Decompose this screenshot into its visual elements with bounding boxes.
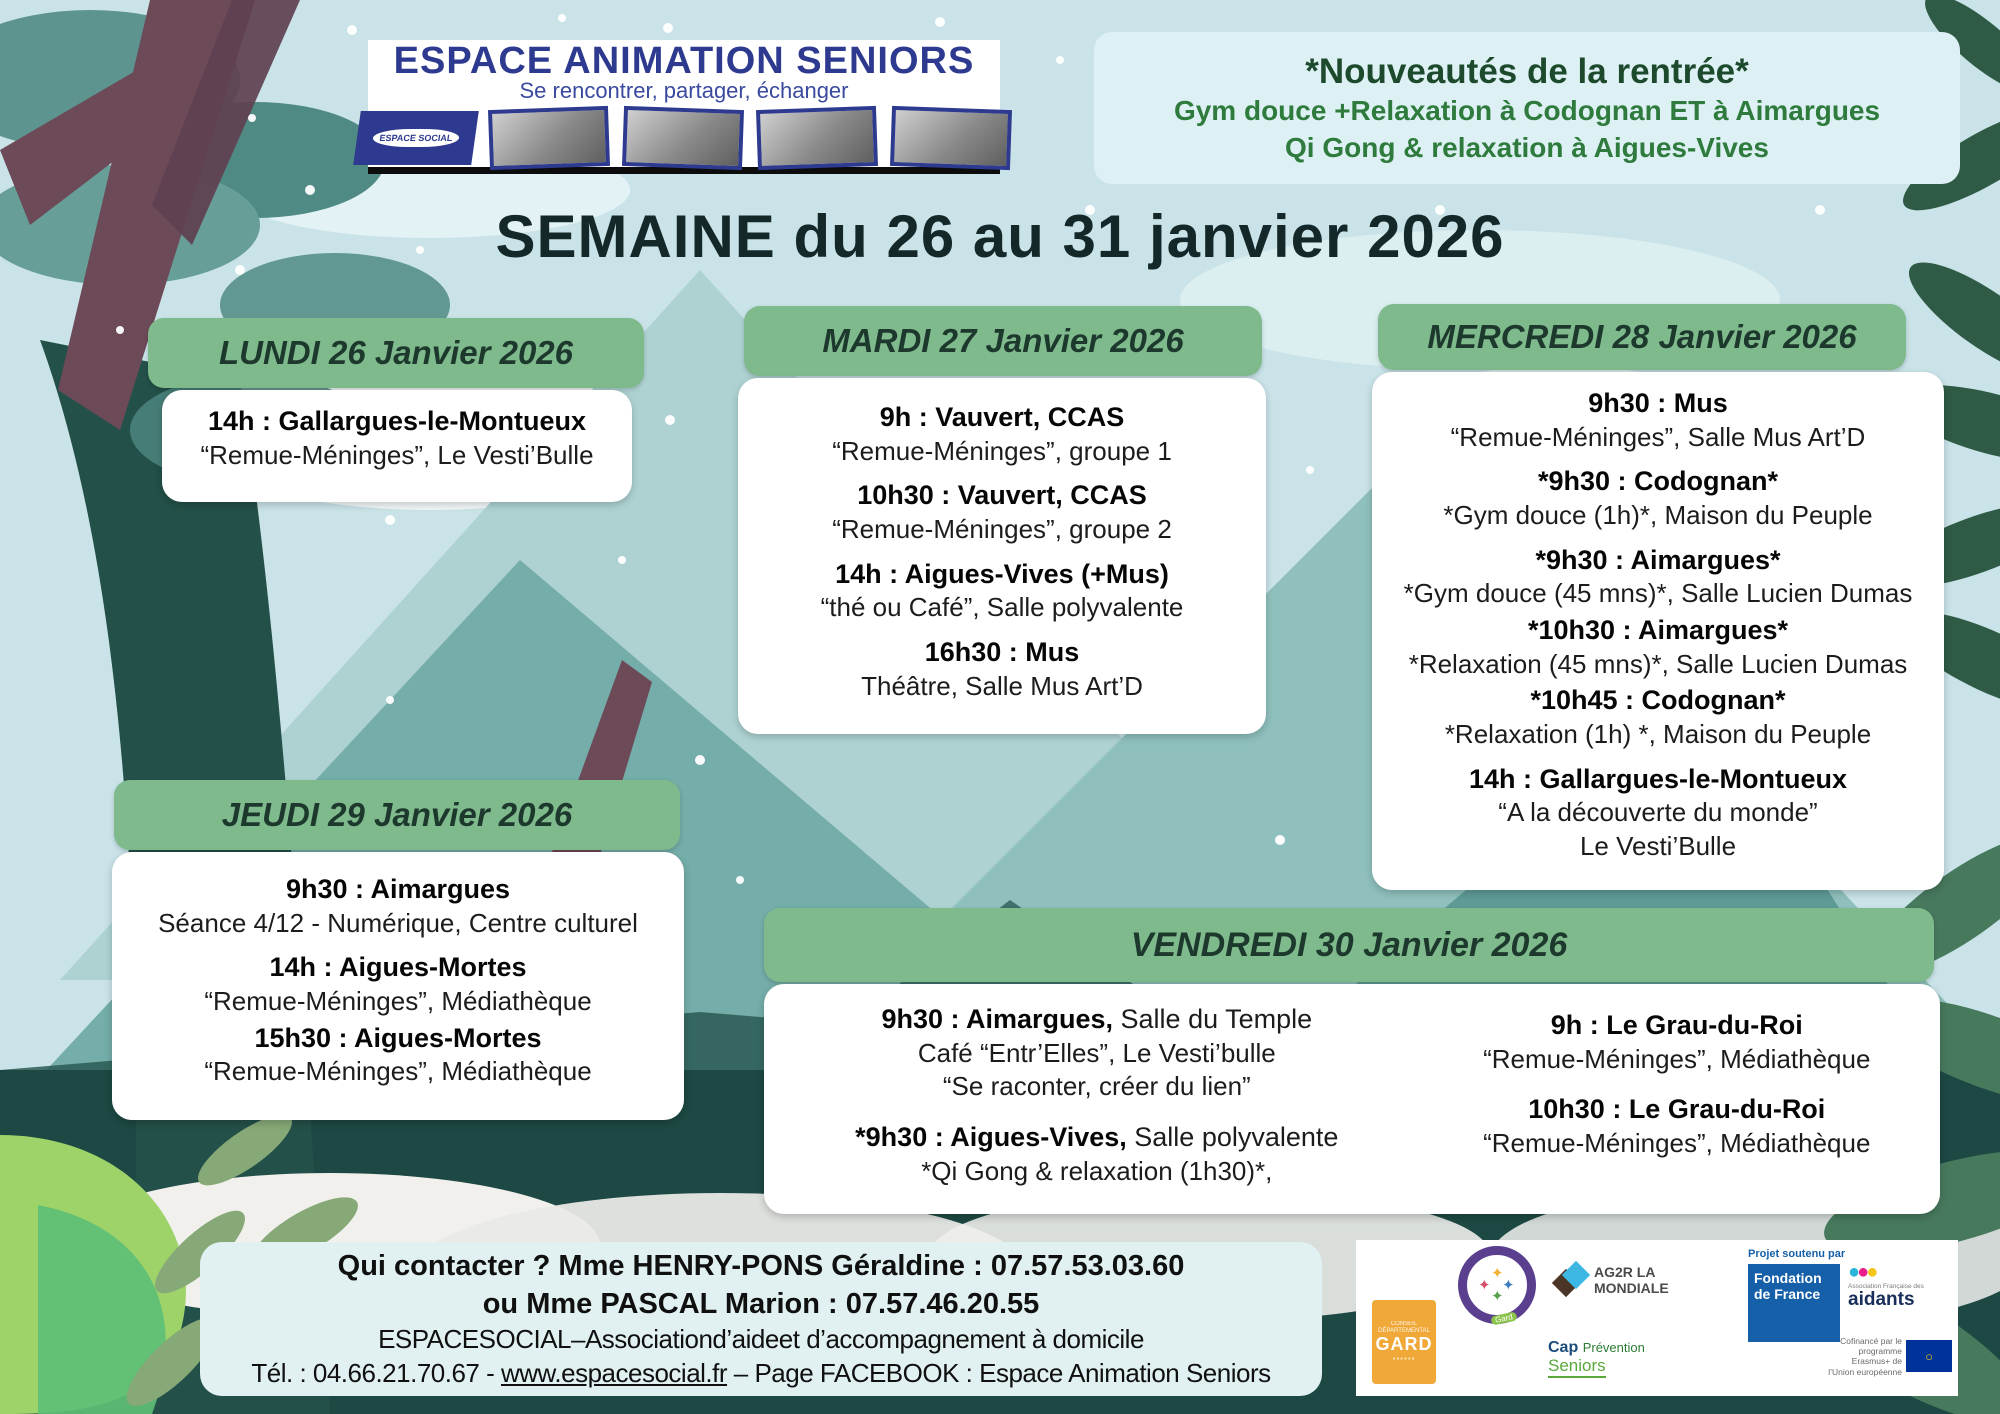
event-time-place: 16h30 : Mus: [924, 637, 1080, 668]
event-detail: Le Vesti’Bulle: [1579, 831, 1737, 862]
event-detail: Théâtre, Salle Mus Art’D: [861, 670, 1143, 701]
event-detail: “Remue-Méninges”, Médiathèque: [1483, 1043, 1871, 1074]
event-detail: “Remue-Méninges”, Médiathèque: [1483, 1127, 1871, 1158]
erasmus-cofunding-logo: [1824, 1336, 1956, 1377]
fdf-label: Fondation de France: [1748, 1264, 1840, 1342]
event-detail: *Relaxation (45 mns)*, Salle Lucien Dumas: [1408, 648, 1908, 679]
event-time-place: 10h30 : Le Grau-du-Roi: [1528, 1094, 1826, 1125]
partner-logos-box: [1356, 1240, 1958, 1396]
event-detail: “A la découverte du monde”: [1498, 797, 1818, 828]
event-time-place: 9h30 : Aimargues: [285, 874, 511, 904]
day-title: MARDI 27 Janvier 2026: [822, 322, 1184, 359]
event: [120, 872, 676, 940]
ag2r-la-mondiale-logo: [1556, 1264, 1690, 1296]
vendredi-right-column: [1422, 1002, 1932, 1188]
event-detail: “Remue-Méninges”, groupe 1: [832, 435, 1172, 466]
event-detail: *Relaxation (1h) *, Maison du Peuple: [1444, 718, 1872, 749]
gard-arena-glyph: ▪▪▪▪▪▪: [1392, 1354, 1416, 1364]
day-header-lundi: [148, 318, 644, 388]
event: [772, 1120, 1422, 1188]
logo-box: [368, 40, 1000, 174]
org-title: ESPACE ANIMATION SENIORS: [393, 40, 975, 82]
event-time: 9h30 : Aimargues,: [881, 1004, 1114, 1034]
aidants-people-icon: ●●●: [1848, 1261, 1876, 1283]
asterisk-figure-icon: ✦ ✦ ✦ ✦: [1478, 1265, 1515, 1305]
event-time-place: *9h30 : Aimargues*: [1535, 544, 1781, 575]
news-banner: [1094, 32, 1960, 184]
eu-flag-icon: [1906, 1340, 1952, 1372]
aidants-label: aidants: [1848, 1289, 1915, 1311]
org-description: ESPACESOCIAL–Associationd’aideet d’accompagnement à domicile: [378, 1324, 1144, 1355]
cap-prevention-seniors-logo: [1548, 1340, 1645, 1378]
week-title: SEMAINE du 26 au 31 janvier 2026: [495, 203, 1505, 270]
event: [170, 404, 624, 472]
cap-label: Cap: [1548, 1339, 1579, 1356]
day-card-mercredi: [1372, 372, 1944, 890]
event-time-place: 14h : Aigues-Vives (+Mus): [835, 558, 1169, 589]
event-time-place: *10h45 : Codognan*: [1530, 685, 1786, 716]
event-time-place: [772, 1120, 1422, 1155]
contact-line-1: Qui contacter ? Mme HENRY-PONS Géraldine : 07.57.53.03.60: [337, 1249, 1185, 1282]
ag2r-diamond-icon: [1556, 1265, 1586, 1295]
event-time-place: 10h30 : Vauvert, CCAS: [857, 480, 1147, 511]
news-title: *Nouveautés de la rentrée*: [1305, 51, 1749, 91]
event-venue: Salle polyvalente: [1126, 1122, 1339, 1153]
commission-financeurs-badge: [1458, 1246, 1536, 1324]
event-detail: “Se raconter, créer du lien”: [942, 1071, 1251, 1102]
contact-box: [200, 1242, 1322, 1396]
event-time-place: 14h : Gallargues-le-Montueux: [1468, 763, 1848, 794]
fdf-support-label: Projet soutenu par: [1748, 1248, 1846, 1260]
day-title: VENDREDI 30 Janvier 2026: [1130, 925, 1568, 964]
event: [1380, 464, 1936, 532]
event: [1380, 613, 1936, 681]
day-header-vendredi: [764, 908, 1934, 982]
prevention-label: Prévention: [1582, 1340, 1645, 1355]
event-time: *9h30 : Aigues-Vives,: [855, 1122, 1127, 1153]
gard-badge-label: Gard: [1490, 1311, 1517, 1325]
event-time-place: 14h : Aigues-Mortes: [269, 952, 527, 983]
day-header-mardi: [744, 306, 1262, 376]
event: [1380, 386, 1936, 454]
phone-number: Tél. : 04.66.21.70.67 -: [251, 1358, 501, 1389]
event: [746, 478, 1258, 546]
seniors-label: Seniors: [1548, 1356, 1606, 1378]
eu-stars-glyph: ○: [1925, 1348, 1933, 1364]
day-title: LUNDI 26 Janvier 2026: [218, 334, 574, 371]
event-detail: “Remue-Méninges”, Médiathèque: [204, 985, 592, 1016]
event: [1422, 1008, 1932, 1076]
event-time-place: 9h : Vauvert, CCAS: [879, 402, 1125, 432]
event: [120, 950, 676, 1018]
seniors-photo: [890, 106, 1012, 170]
event: [120, 1021, 676, 1089]
event-time-place: *10h30 : Aimargues*: [1527, 615, 1789, 646]
day-card-vendredi: [764, 984, 1940, 1214]
day-card-jeudi: [112, 852, 684, 1120]
event: [746, 400, 1258, 468]
aidants-small-label: Association Française des: [1848, 1283, 1924, 1290]
event: [746, 635, 1258, 703]
event-detail: “Remue-Méninges”, Le Vesti’Bulle: [200, 439, 594, 470]
event-time-place: 9h30 : Mus: [1588, 388, 1728, 418]
event-detail: *Gym douce (45 mns)*, Salle Lucien Dumas: [1403, 578, 1913, 609]
day-card-lundi: [162, 390, 632, 502]
event-detail: *Gym douce (1h)*, Maison du Peuple: [1443, 499, 1873, 530]
facebook-mention: – Page FACEBOOK : Espace Animation Seniors: [727, 1358, 1271, 1389]
event-time-place: *9h30 : Codognan*: [1537, 466, 1779, 497]
event: [1380, 762, 1936, 864]
vendredi-left-column: [772, 1002, 1422, 1188]
website-link[interactable]: www.espacesocial.fr: [501, 1358, 728, 1389]
erasmus-label: Cofinancé par le programme Erasmus+ de l’Union européenne: [1828, 1336, 1902, 1377]
seniors-photo: [622, 106, 744, 170]
logo-photo-strip: [357, 108, 1011, 168]
day-title: JEUDI 29 Janvier 2026: [221, 796, 573, 833]
event-detail: Café “Entr’Elles”, Le Vesti’bulle: [917, 1037, 1276, 1068]
day-card-mardi: [738, 378, 1266, 734]
news-line-2: Qi Gong & relaxation à Aigues-Vives: [1285, 131, 1769, 163]
event-detail: *Qi Gong & relaxation (1h30)*,: [921, 1155, 1273, 1186]
event-time-place: 15h30 : Aigues-Mortes: [254, 1022, 542, 1053]
event: [746, 557, 1258, 625]
seniors-photo: [488, 106, 610, 170]
event-detail: Séance 4/12 - Numérique, Centre culturel: [158, 907, 638, 938]
event-detail: “Remue-Méninges”, groupe 2: [832, 513, 1172, 544]
espace-social-logo: [353, 111, 479, 165]
event-time-place: 14h : Gallargues-le-Montueux: [207, 406, 587, 436]
gard-label: GARD: [1375, 1334, 1433, 1355]
seniors-photo: [756, 106, 878, 170]
org-tagline: Se rencontrer, partager, échanger: [519, 78, 849, 103]
event: [772, 1002, 1422, 1104]
event: [1380, 683, 1936, 751]
event-detail: “Remue-Méninges”, Médiathèque: [204, 1056, 592, 1087]
event-detail: “thé ou Café”, Salle polyvalente: [820, 592, 1184, 623]
ag2r-label: AG2R LA MONDIALE: [1594, 1264, 1669, 1297]
event: [1422, 1092, 1932, 1160]
day-header-jeudi: [114, 780, 680, 850]
espace-social-label: ESPACE SOCIAL: [371, 129, 460, 147]
contact-line-2: ou Mme PASCAL Marion : 07.57.46.20.55: [482, 1288, 1040, 1321]
event-time-place: 9h : Le Grau-du-Roi: [1550, 1010, 1803, 1040]
event: [1380, 543, 1936, 611]
event-time-place: [772, 1002, 1422, 1037]
event-venue: Salle du Temple: [1113, 1004, 1313, 1034]
fondation-de-france-logo: [1748, 1248, 1848, 1342]
gard-department-logo: [1372, 1300, 1436, 1384]
day-title: MERCREDI 28 Janvier 2026: [1427, 318, 1857, 355]
day-header-mercredi: [1378, 304, 1906, 370]
contact-links-line: [251, 1357, 1270, 1391]
news-line-1: Gym douce +Relaxation à Codognan ET à Aimargues: [1173, 95, 1881, 127]
gard-small-label: CONSEIL DÉPARTEMENTAL: [1378, 1320, 1430, 1334]
event-detail: “Remue-Méninges”, Salle Mus Art’D: [1450, 421, 1866, 452]
aidants-association-logo: [1848, 1262, 1956, 1309]
